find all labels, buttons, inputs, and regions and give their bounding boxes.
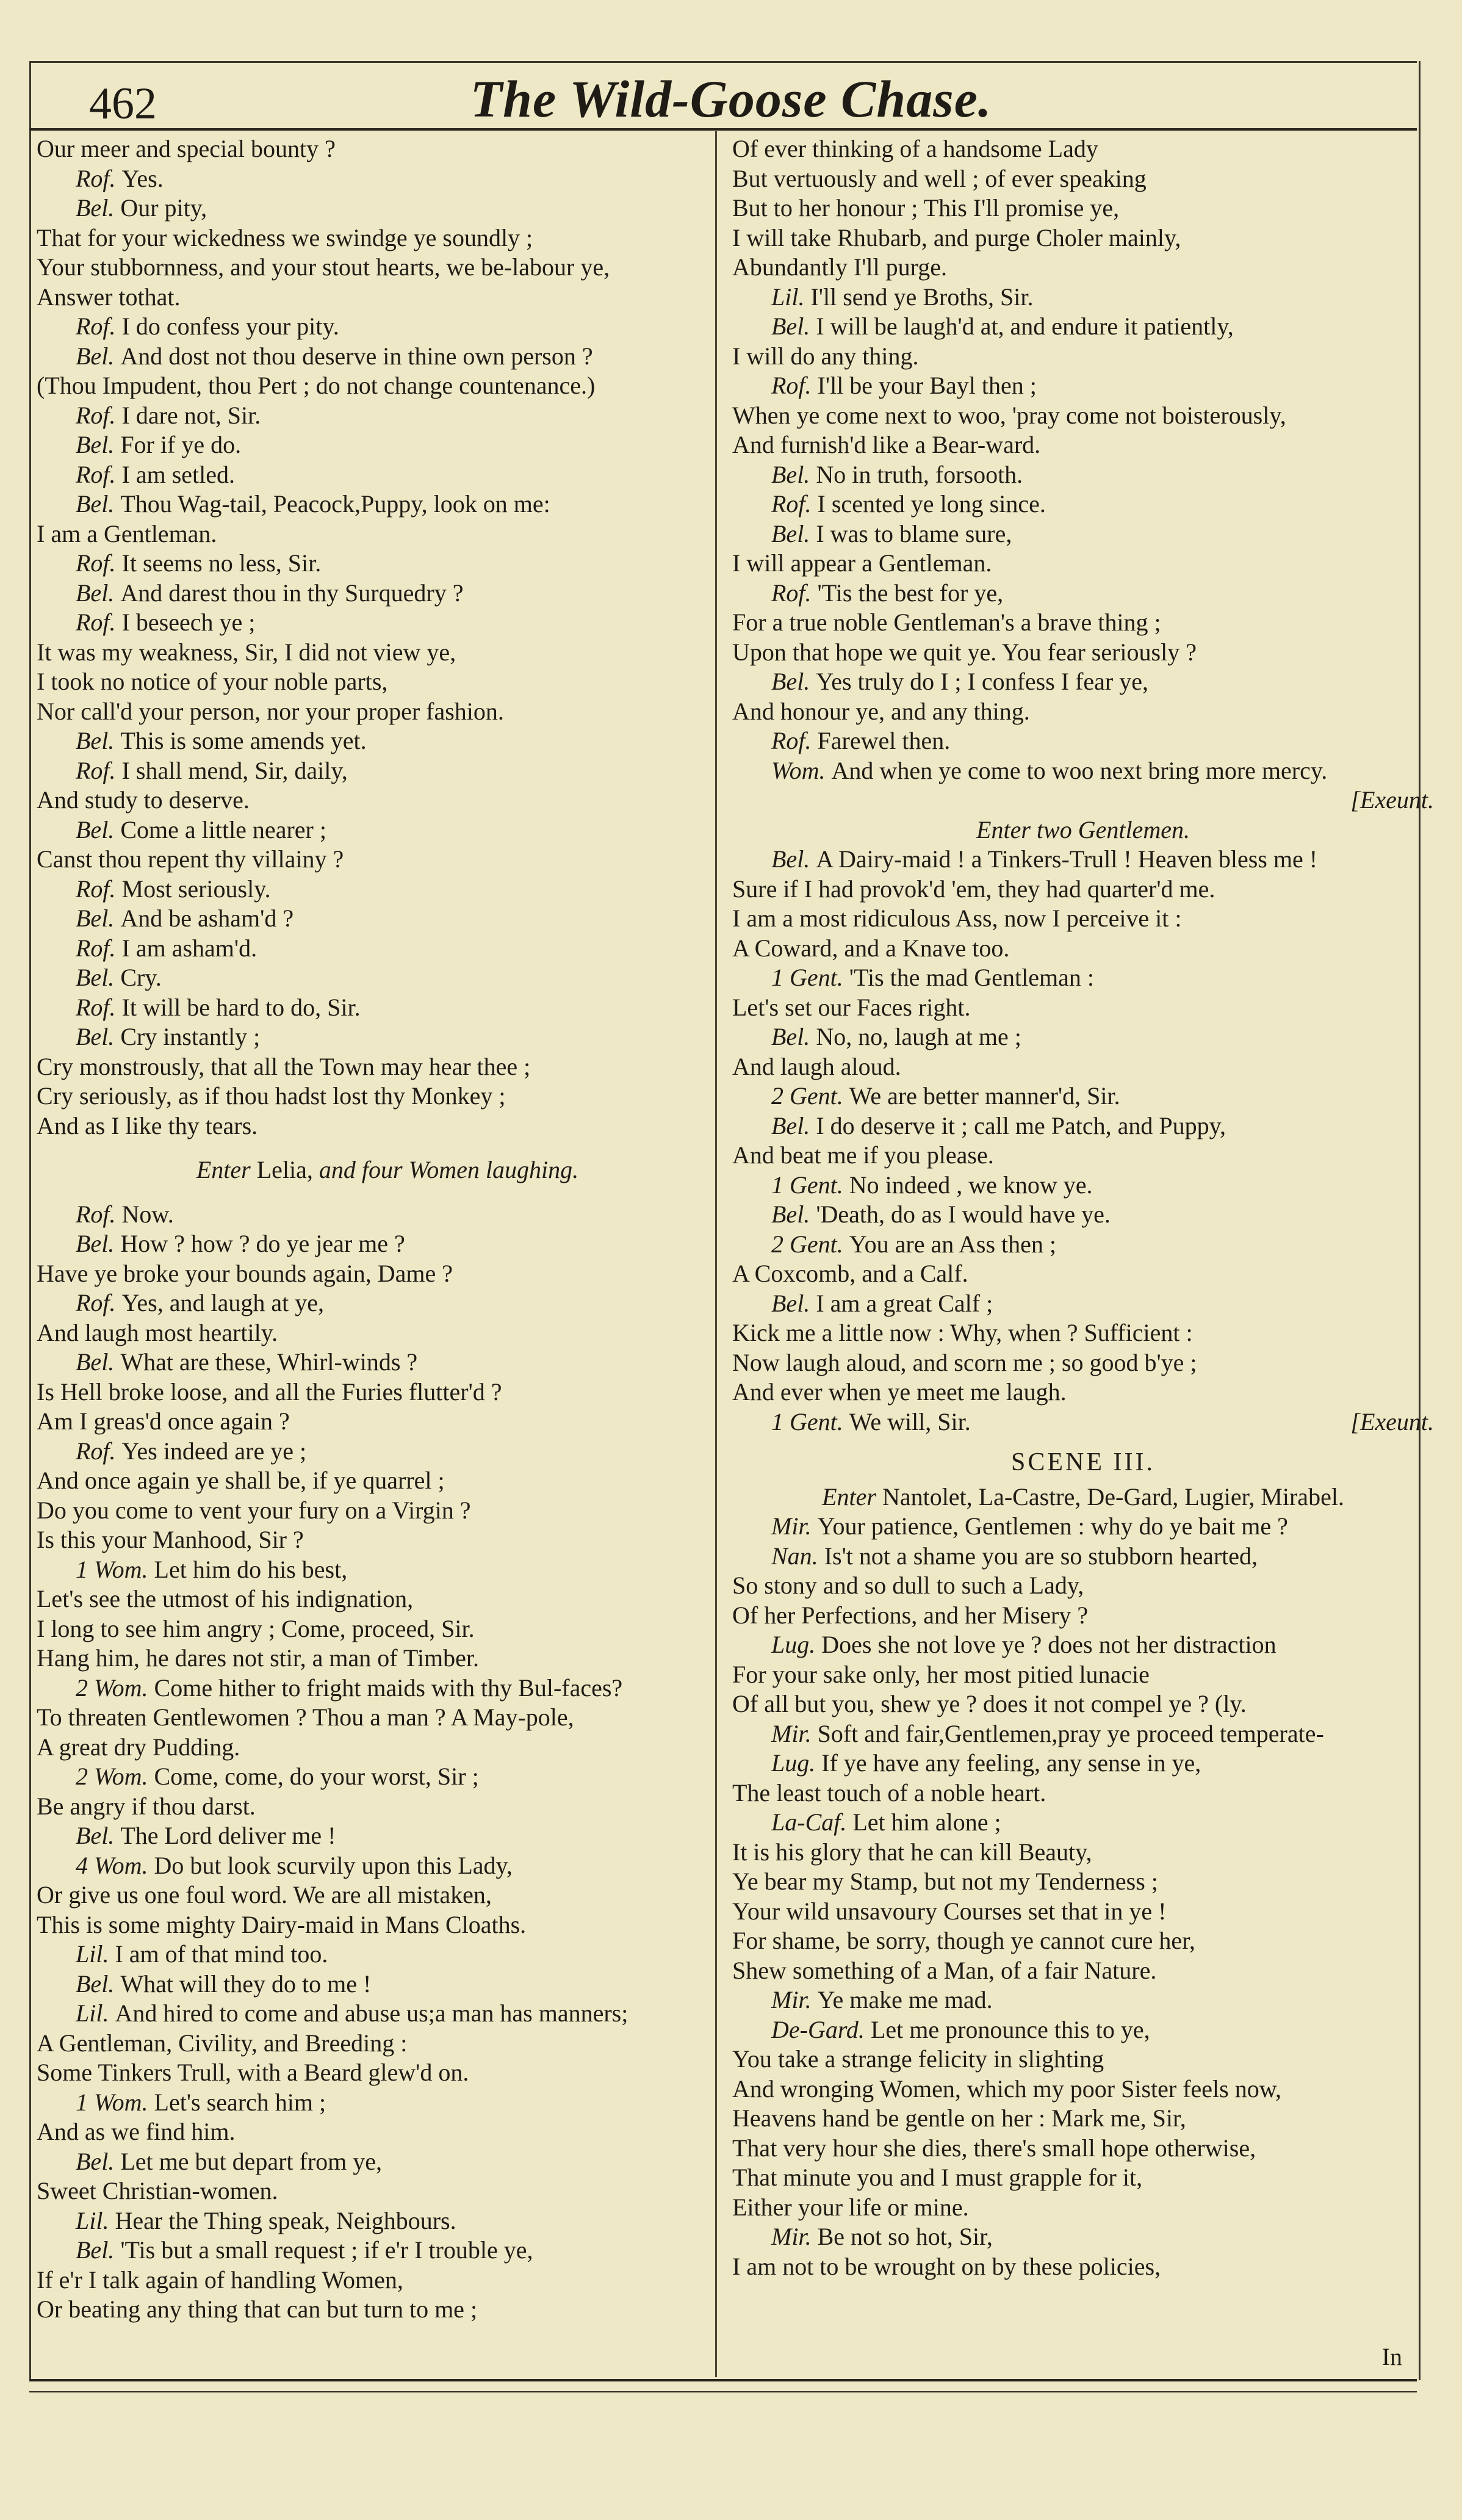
verse-line: I will take Rhubarb, and purge Choler mainly, xyxy=(732,223,1181,251)
verse-line: And as we find him. xyxy=(37,2118,236,2145)
speaker-name: Rof. xyxy=(76,608,116,636)
speaker-name: Bel. xyxy=(76,342,115,370)
verse-line: Am I greas'd once again ? xyxy=(37,1407,290,1435)
speech-text: Ye make me mad. xyxy=(817,1986,993,2013)
verse-line: And laugh aloud. xyxy=(732,1052,901,1080)
speaker-name: Rof. xyxy=(76,993,116,1021)
speaker-name: Rof. xyxy=(76,1289,116,1316)
speech-line xyxy=(732,460,1434,490)
verse-line: A Coxcomb, and a Calf. xyxy=(732,1260,968,1287)
verse-line: I am a Gentleman. xyxy=(37,519,217,547)
speech-text: What are these, Whirl-winds ? xyxy=(120,1348,418,1376)
speech-text: Now. xyxy=(121,1200,174,1228)
verse-line: But to her honour ; This I'll promise ye, xyxy=(732,194,1120,222)
speech-text: For if ye do. xyxy=(120,431,242,458)
verse-line: Shew something of a Man, of a fair Nature. xyxy=(732,1956,1157,1984)
speaker-name: Nan. xyxy=(771,1542,818,1570)
verse-line: Heavens hand be gentle on her : Mark me, Sir, xyxy=(732,2104,1186,2132)
speaker-name: Lil. xyxy=(76,1999,109,2027)
speaker-name: Lug. xyxy=(771,1631,816,1658)
stage-rest: and four Women laughing. xyxy=(319,1156,579,1183)
verse-line: (Thou Impudent, thou Pert ; do not change countenance.) xyxy=(37,372,596,399)
speech-line xyxy=(37,401,738,431)
speaker-name: Bel. xyxy=(771,1023,810,1050)
speech-line xyxy=(37,579,738,608)
verse-line: Nor call'd your person, nor your proper fashion. xyxy=(37,697,504,725)
speaker-name: 1 Gent. xyxy=(771,964,843,991)
speech-line xyxy=(37,2206,738,2236)
verse-line: That very hour she dies, there's small hope otherwise, xyxy=(732,2134,1256,2162)
speech-text: 'Tis the mad Gentleman : xyxy=(849,964,1095,991)
speech-text: And darest thou in thy Surquedry ? xyxy=(120,579,464,607)
speaker-name: De-Gard. xyxy=(771,2015,865,2043)
speech-text: Our pity, xyxy=(120,194,207,222)
speech-text: I am of that mind too. xyxy=(115,1940,328,1968)
speech-line xyxy=(732,1407,1434,1437)
speech-line xyxy=(732,1230,1434,1260)
speech-text: Come a little nearer ; xyxy=(120,815,326,843)
verse-line: When ye come next to woo, 'pray come not boisterously, xyxy=(732,401,1286,429)
catchword: In xyxy=(1381,2343,1402,2370)
stage-text: Enter xyxy=(822,1482,876,1511)
speech-text: Soft and fair,Gentlemen,pray ye proceed temperate- xyxy=(817,1719,1324,1747)
speech-text: I'll send ye Broths, Sir. xyxy=(810,283,1034,311)
speech-line xyxy=(37,312,738,342)
verse-line: And beat me if you please. xyxy=(732,1141,994,1169)
speech-text: And dost not thou deserve in thine own person ? xyxy=(120,342,593,370)
speaker-name: Rof. xyxy=(76,1437,116,1465)
speech-text: Yes truly do I ; I confess I fear ye, xyxy=(816,668,1148,695)
speaker-name: La-Caf. xyxy=(771,1808,847,1836)
verse-line: Now laugh aloud, and scorn me ; so good b'ye ; xyxy=(732,1348,1197,1376)
speech-text: Let him alone ; xyxy=(852,1808,1001,1836)
verse-line: I will appear a Gentleman. xyxy=(732,549,992,577)
speaker-name: Rof. xyxy=(76,164,116,192)
stage-direction xyxy=(37,1155,738,1185)
verse-line: Kick me a little now : Why, when ? Sufficient : xyxy=(732,1319,1193,1346)
verse-line: If e'r I talk again of handling Women, xyxy=(37,2265,403,2294)
speech-text: I do deserve it ; call me Patch, and Puppy, xyxy=(816,1111,1226,1139)
verse-line: And furnish'd like a Bear-ward. xyxy=(732,431,1041,458)
speaker-name: Lil. xyxy=(76,2206,109,2234)
verse-line: Some Tinkers Trull, with a Beard glew'd on. xyxy=(37,2059,469,2086)
speech-line xyxy=(732,756,1434,786)
speech-line xyxy=(732,1985,1434,2015)
speaker-name: Bel. xyxy=(76,431,115,458)
speech-text: No in truth, forsooth. xyxy=(816,460,1023,488)
speaker-name: Wom. xyxy=(771,756,826,784)
speech-line xyxy=(37,904,738,934)
speaker-name: Bel. xyxy=(76,579,115,607)
speaker-name: Rof. xyxy=(76,401,116,429)
speaker-name: Rof. xyxy=(771,579,812,607)
speech-line xyxy=(732,1289,1434,1319)
speaker-name: Bel. xyxy=(76,490,115,518)
speech-line xyxy=(732,1719,1434,1749)
verse-line: So stony and so dull to such a Lady, xyxy=(732,1572,1084,1599)
speech-line xyxy=(37,1348,738,1377)
speech-line xyxy=(732,312,1434,342)
verse-line: You take a strange felicity in slighting xyxy=(732,2045,1104,2073)
speaker-name: Bel. xyxy=(771,312,810,340)
verse-line: Answer tothat. xyxy=(37,283,181,311)
speech-text: Yes indeed are ye ; xyxy=(121,1437,307,1465)
speaker-name: Lil. xyxy=(76,1940,109,1968)
speaker-name: Bel. xyxy=(76,2147,115,2175)
speech-line xyxy=(37,1821,738,1851)
verse-line: For shame, be sorry, though ye cannot cure her, xyxy=(732,1927,1195,1954)
speech-line xyxy=(732,1111,1434,1141)
speech-line xyxy=(37,934,738,964)
speech-text: I beseech ye ; xyxy=(121,608,256,636)
speech-text: How ? how ? do ye jear me ? xyxy=(120,1230,405,1257)
verse-line: Let's see the utmost of his indignation, xyxy=(37,1585,414,1612)
speech-text: This is some amends yet. xyxy=(120,727,367,754)
speech-line xyxy=(732,1630,1434,1660)
speaker-name: Bel. xyxy=(76,727,115,754)
speech-text: I am asham'd. xyxy=(121,934,257,962)
verse-line: This is some mighty Dairy-maid in Mans Cloaths. xyxy=(37,1910,527,1938)
footer-rule xyxy=(29,2379,1417,2381)
speech-text: 'Tis the best for ye, xyxy=(817,579,1004,607)
verse-line: Or give us one foul word. We are all mistaken, xyxy=(37,1881,492,1908)
exit-direction: [Exeunt. xyxy=(1350,1407,1434,1435)
speaker-name: Bel. xyxy=(771,460,810,488)
speech-line xyxy=(37,1851,738,1881)
speech-line xyxy=(37,875,738,904)
speech-line xyxy=(732,1749,1434,1778)
verse-line: A great dry Pudding. xyxy=(37,1733,240,1761)
speech-line xyxy=(37,963,738,993)
speaker-name: Bel. xyxy=(771,1289,810,1317)
speech-text: You are an Ass then ; xyxy=(849,1230,1057,1258)
verse-line: Do you come to vent your fury on a Virgin ? xyxy=(37,1496,471,1524)
speech-line xyxy=(37,1437,738,1467)
speaker-name: Mir. xyxy=(771,1512,812,1540)
speaker-name: Bel. xyxy=(771,845,810,873)
verse-line: Or beating any thing that can but turn to me ; xyxy=(37,2295,478,2323)
speech-line xyxy=(37,608,738,638)
speech-text: It seems no less, Sir. xyxy=(121,549,322,577)
speech-text: Do but look scurvily upon this Lady, xyxy=(154,1851,513,1879)
verse-line: And as I like thy tears. xyxy=(37,1111,258,1139)
speaker-name: 2 Wom. xyxy=(76,1673,148,1702)
speech-line xyxy=(37,430,738,460)
verse-line: The least touch of a noble heart. xyxy=(732,1778,1046,1807)
speech-line xyxy=(732,519,1434,549)
speech-line xyxy=(37,1022,738,1052)
stage-text: Enter xyxy=(196,1156,251,1183)
speaker-name: Bel. xyxy=(771,1111,810,1139)
speech-text: Thou Wag-tail, Peacock,Puppy, look on me: xyxy=(120,490,550,518)
speaker-name: Rof. xyxy=(76,756,116,784)
speech-line xyxy=(37,993,738,1023)
speech-text: I am setled. xyxy=(121,460,236,488)
speaker-name: 2 Gent. xyxy=(771,1230,843,1258)
verse-line: It is his glory that he can kill Beauty, xyxy=(732,1838,1092,1866)
speech-line xyxy=(732,371,1434,401)
verse-line: And once again ye shall be, if ye quarrel ; xyxy=(37,1467,445,1494)
right-column xyxy=(732,134,1434,2281)
speech-line xyxy=(37,726,738,756)
speech-line xyxy=(732,283,1434,312)
speech-text: Cry instantly ; xyxy=(120,1023,261,1050)
speech-line xyxy=(37,1200,738,1230)
speech-line xyxy=(732,1808,1434,1838)
verse-line: To threaten Gentlewomen ? Thou a man ? A May-pole, xyxy=(37,1703,574,1731)
verse-line: Upon that hope we quit ye. You fear seriously ? xyxy=(732,638,1197,666)
speaker-name: 1 Wom. xyxy=(76,1555,148,1583)
stage-names: Lelia, xyxy=(256,1156,313,1183)
speech-text: I scented ye long since. xyxy=(817,490,1046,518)
speech-text: And be asham'd ? xyxy=(120,904,294,932)
speech-line xyxy=(37,460,738,490)
speaker-name: Mir. xyxy=(771,1986,812,2013)
speech-line xyxy=(37,549,738,579)
speaker-name: Bel. xyxy=(76,964,115,991)
stage-direction xyxy=(732,1482,1434,1512)
verse-line: Cry monstrously, that all the Town may hear thee ; xyxy=(37,1052,531,1080)
speaker-name: Lug. xyxy=(771,1749,816,1777)
speaker-name: Bel. xyxy=(771,668,810,695)
speech-line xyxy=(37,193,738,223)
speaker-name: 2 Wom. xyxy=(76,1763,148,1790)
speech-line xyxy=(732,1171,1434,1200)
speech-line xyxy=(37,1999,738,2029)
verse-line: Is Hell broke loose, and all the Furies flutter'd ? xyxy=(37,1377,502,1406)
verse-line: I am a most ridiculous Ass, now I perceive it : xyxy=(732,904,1182,932)
verse-line: And laugh most heartily. xyxy=(37,1318,278,1346)
speech-text: And hired to come and abuse us;a man has manners; xyxy=(115,1999,628,2027)
speech-line xyxy=(37,815,738,845)
speech-text: Come hither to fright maids with thy Bul-faces? xyxy=(154,1673,623,1702)
speech-text: We will, Sir. xyxy=(849,1407,971,1435)
verse-line: Our meer and special bounty ? xyxy=(37,135,336,162)
speaker-name: Bel. xyxy=(76,1822,115,1849)
speaker-name: Bel. xyxy=(771,519,810,547)
verse-line: It was my weakness, Sir, I did not view ye, xyxy=(37,638,456,666)
speaker-name: Rof. xyxy=(76,460,116,488)
speech-text: Yes. xyxy=(121,164,164,192)
speech-text: I'll be your Bayl then ; xyxy=(817,372,1037,399)
speech-text: 'Tis but a small request ; if e'r I trouble ye, xyxy=(120,2236,533,2264)
speaker-name: 1 Gent. xyxy=(771,1407,843,1435)
speech-text: Does she not love ye ? does not her distraction xyxy=(821,1631,1277,1658)
speaker-name: Bel. xyxy=(76,1023,115,1050)
speaker-name: Rof. xyxy=(76,875,116,903)
speaker-name: Rof. xyxy=(76,934,116,962)
scene-heading: SCENE III. xyxy=(1011,1448,1155,1476)
speech-text: Your patience, Gentlemen : why do ye bait me ? xyxy=(817,1512,1288,1540)
speaker-name: Lil. xyxy=(771,283,805,311)
speech-text: And when ye come to woo next bring more mercy. xyxy=(831,756,1328,784)
speech-line xyxy=(732,1081,1434,1111)
speaker-name: 2 Gent. xyxy=(771,1082,843,1110)
speaker-name: Bel. xyxy=(76,2236,115,2264)
speech-text: It will be hard to do, Sir. xyxy=(121,993,361,1021)
speaker-name: Bel. xyxy=(76,1969,115,1998)
speech-text: We are better manner'd, Sir. xyxy=(849,1082,1120,1110)
speech-line xyxy=(37,1288,738,1318)
speech-text: If ye have any feeling, any sense in ye, xyxy=(821,1749,1201,1777)
verse-line: Your stubbornness, and your stout hearts, we be-labour ye, xyxy=(37,253,610,281)
speech-line xyxy=(37,489,738,519)
verse-line: That minute you and I must grapple for it, xyxy=(732,2164,1143,2191)
verse-line: Sweet Christian-women. xyxy=(37,2177,278,2204)
speech-text: A Dairy-maid ! a Tinkers-Trull ! Heaven bless me ! xyxy=(816,845,1318,873)
speech-text: Most seriously. xyxy=(121,875,271,903)
speech-text: I will be laugh'd at, and endure it patiently, xyxy=(816,312,1234,340)
speaker-name: Bel. xyxy=(76,1230,115,1257)
verse-line: Let's set our Faces right. xyxy=(732,993,971,1021)
verse-line: And study to deserve. xyxy=(37,786,250,814)
speech-text: No indeed , we know ye. xyxy=(849,1171,1093,1199)
verse-line: Either your life or mine. xyxy=(732,2193,969,2221)
verse-line: Your wild unsavoury Courses set that in ye ! xyxy=(732,1897,1167,1925)
speech-text: I am a great Calf ; xyxy=(816,1289,993,1317)
speech-line xyxy=(37,756,738,786)
verse-line: I long to see him angry ; Come, proceed, Sir. xyxy=(37,1614,475,1642)
running-title: The Wild-Goose Chase. xyxy=(470,70,992,128)
speech-text: No, no, laugh at me ; xyxy=(816,1023,1021,1050)
verse-line: And ever when ye meet me laugh. xyxy=(732,1378,1067,1406)
verse-line: But vertuously and well ; of ever speaking xyxy=(732,164,1147,192)
verse-line: Ye bear my Stamp, but not my Tenderness ; xyxy=(732,1868,1158,1895)
speaker-name: Bel. xyxy=(76,904,115,932)
speech-line xyxy=(732,2222,1434,2252)
speech-line xyxy=(732,845,1434,875)
verse-line: Is this your Manhood, Sir ? xyxy=(37,1526,304,1553)
speech-line xyxy=(37,164,738,194)
speaker-name: Rof. xyxy=(771,490,812,518)
speaker-name: Rof. xyxy=(76,312,116,340)
speech-line xyxy=(732,2015,1434,2045)
speech-text: Let's search him ; xyxy=(154,2088,326,2116)
speaker-name: Mir. xyxy=(771,1719,812,1747)
speaker-name: Rof. xyxy=(771,727,812,754)
speech-line xyxy=(732,579,1434,608)
speech-text: Yes, and laugh at ye, xyxy=(121,1289,324,1316)
verse-line: Cry seriously, as if thou hadst lost thy Monkey ; xyxy=(37,1082,506,1110)
verse-line: That for your wickedness we swindge ye soundly ; xyxy=(37,223,533,251)
speech-text: I do confess your pity. xyxy=(121,312,339,340)
left-column xyxy=(37,134,738,2325)
speech-text: The Lord deliver me ! xyxy=(120,1822,336,1849)
spacer xyxy=(37,1185,738,1200)
speech-text: Be not so hot, Sir, xyxy=(817,2223,993,2250)
speaker-name: Rof. xyxy=(771,372,812,399)
verse-line: Of ever thinking of a handsome Lady xyxy=(732,135,1098,162)
verse-line: A Gentleman, Civility, and Breeding : xyxy=(37,2029,408,2057)
speech-line xyxy=(37,2088,738,2118)
speech-line xyxy=(732,1200,1434,1230)
speech-line xyxy=(37,2236,738,2265)
spacer xyxy=(37,1141,738,1155)
speech-line xyxy=(37,1762,738,1792)
stage-text: Enter two Gentlemen. xyxy=(976,815,1190,843)
speech-line xyxy=(37,1555,738,1585)
speech-text: 'Death, do as I would have ye. xyxy=(816,1200,1111,1228)
speech-line xyxy=(37,1673,738,1703)
verse-line: For a true noble Gentleman's a brave thing ; xyxy=(732,608,1161,636)
stage-direction xyxy=(732,815,1434,845)
verse-line: I am not to be wrought on by these policies, xyxy=(732,2252,1161,2280)
verse-line: I will do any thing. xyxy=(732,342,919,370)
speech-text: I dare not, Sir. xyxy=(121,401,261,429)
speaker-name: Bel. xyxy=(76,1348,115,1376)
stage-names: Nantolet, La-Castre, De-Gard, Lugier, Mirabel. xyxy=(882,1482,1344,1511)
verse-line: Canst thou repent thy villainy ? xyxy=(37,845,344,873)
footer-rule-thin xyxy=(29,2391,1417,2392)
speaker-name: Bel. xyxy=(76,194,115,222)
speaker-name: 1 Wom. xyxy=(76,2088,148,2116)
verse-line: Of her Perfections, and her Misery ? xyxy=(732,1601,1089,1629)
speech-text: I shall mend, Sir, daily, xyxy=(121,756,348,784)
speech-line xyxy=(732,667,1434,697)
speech-line xyxy=(37,342,738,372)
page-number: 462 xyxy=(89,79,157,129)
verse-line: I took no notice of your noble parts, xyxy=(37,668,388,695)
verse-line: Abundantly I'll purge. xyxy=(732,253,947,281)
speech-line xyxy=(37,1940,738,1969)
verse-line: Of all but you, shew ye ? does it not compel ye ? (ly. xyxy=(732,1690,1247,1717)
speech-line xyxy=(732,489,1434,519)
speaker-name: 1 Gent. xyxy=(771,1171,843,1199)
speech-text: What will they do to me ! xyxy=(120,1969,372,1998)
speaker-name: Mir. xyxy=(771,2223,812,2250)
speech-text: Hear the Thing speak, Neighbours. xyxy=(115,2206,456,2234)
speech-line xyxy=(732,726,1434,756)
verse-line: And wronging Women, which my poor Sister feels now, xyxy=(732,2074,1281,2103)
speech-text: Let me pronounce this to ye, xyxy=(870,2015,1150,2043)
speaker-name: Rof. xyxy=(76,1200,116,1228)
speech-text: Farewel then. xyxy=(817,727,951,754)
verse-line: A Coward, and a Knave too. xyxy=(732,934,1010,962)
speech-line xyxy=(37,2147,738,2177)
speech-text: Let him do his best, xyxy=(154,1555,348,1583)
speech-text: I was to blame sure, xyxy=(816,519,1012,547)
speech-text: Come, come, do your worst, Sir ; xyxy=(154,1763,479,1790)
speech-line xyxy=(37,1229,738,1259)
verse-line: Be angry if thou darst. xyxy=(37,1792,256,1820)
verse-line: For your sake only, her most pitied lunacie xyxy=(732,1660,1150,1688)
speech-line xyxy=(732,1512,1434,1542)
verse-line: Hang him, he dares not stir, a man of Timber. xyxy=(37,1644,479,1672)
speaker-name: Bel. xyxy=(76,815,115,843)
speech-line xyxy=(732,1542,1434,1572)
speech-line xyxy=(732,963,1434,993)
speaker-name: Rof. xyxy=(76,549,116,577)
verse-line: And honour ye, and any thing. xyxy=(732,697,1030,725)
speech-line xyxy=(37,1969,738,1999)
speech-text: Cry. xyxy=(120,964,162,991)
speech-text: Is't not a shame you are so stubborn hearted, xyxy=(824,1542,1258,1570)
speaker-name: 4 Wom. xyxy=(76,1851,148,1879)
verse-line: Have ye broke your bounds again, Dame ? xyxy=(37,1259,453,1287)
speaker-name: Bel. xyxy=(771,1200,810,1228)
verse-line: Sure if I had provok'd 'em, they had quarter'd me. xyxy=(732,875,1215,903)
speech-line xyxy=(732,1022,1434,1052)
exit-direction: [Exeunt. xyxy=(1350,786,1434,814)
speech-text: Let me but depart from ye, xyxy=(120,2147,383,2175)
